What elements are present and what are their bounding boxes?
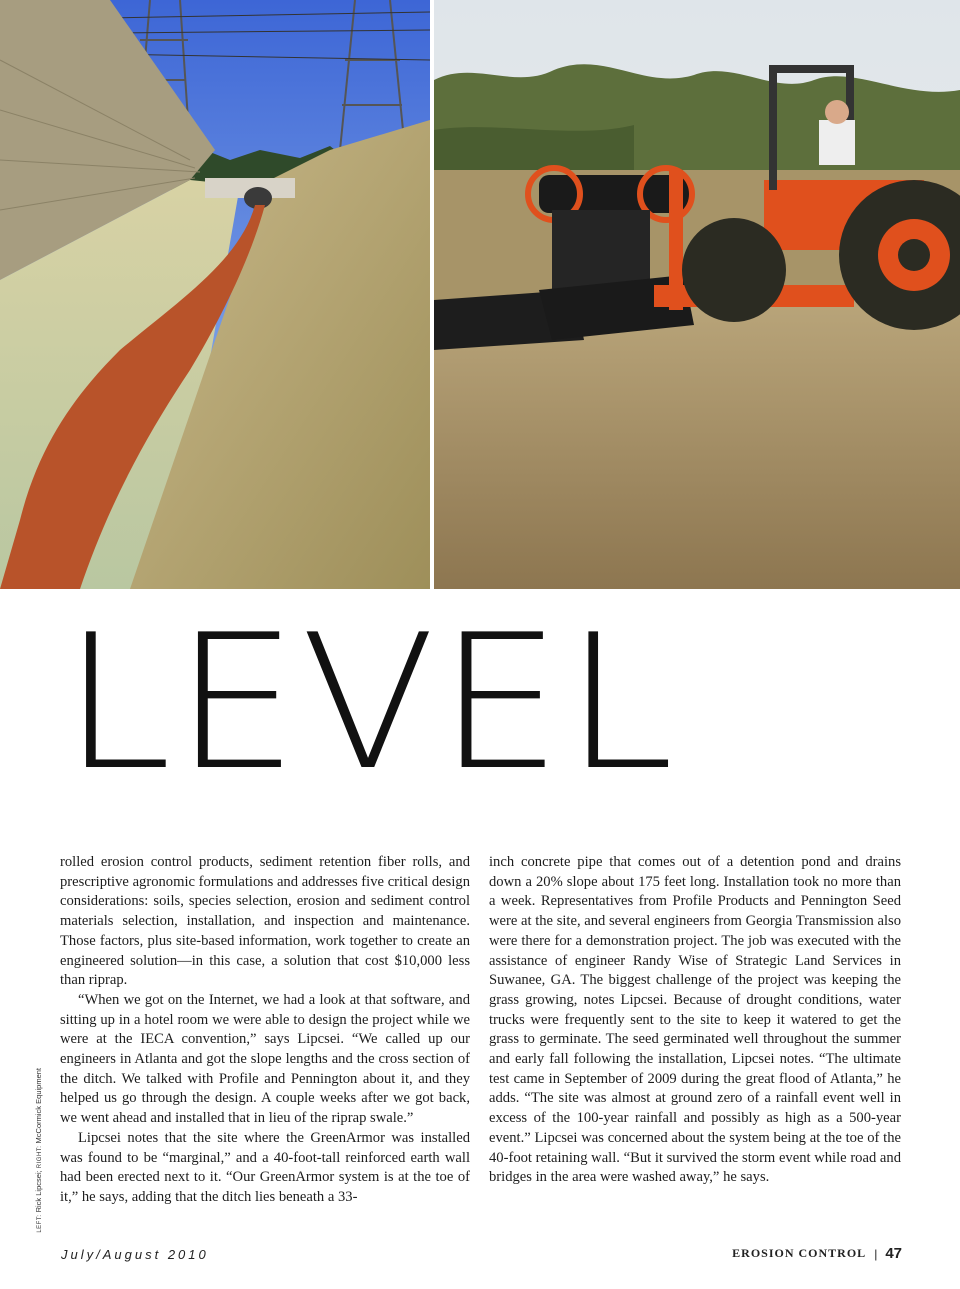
photo-credit xyxy=(34,1068,43,1233)
credit-right-key: RIGHT: xyxy=(37,1145,43,1169)
page-number: 47 xyxy=(885,1245,902,1262)
drainage-ditch-photo xyxy=(0,0,430,589)
magazine-name: EROSION CONTROL xyxy=(732,1246,867,1260)
article-column-right xyxy=(489,853,901,1188)
tractor-silt-fence-photo xyxy=(434,0,960,589)
paragraph: Lipcsei notes that the site where the GreenArmor was installed was found to be “marginal,” and a 40-foot-tall reinforced earth wall had been erected next to it. “Our GreenArmor system is at the toe of it,” he says, adding that the ditch lies beneath a 33- xyxy=(60,1129,470,1205)
article-headline: LEVEL xyxy=(62,594,677,811)
credit-left-key: LEFT: xyxy=(37,1214,43,1233)
credit-right-name: McCormick Equipment xyxy=(34,1068,43,1144)
tractor-illustration xyxy=(434,0,960,589)
paragraph: inch concrete pipe that comes out of a detention pond and drains down a 20% slope about 175 feet long. Installation took no more than a week. Representatives from Profile Products and Pennington Seed were at the site, and several engineers from Georgia Transmission also were there for a demonstration project. The job was executed with the assistance of engineer Randy Wise of Strategic Land Services in Suwanee, GA. The biggest challenge of the project was keeping the grass growing, notes Lipcsei. Because of drought conditions, water trucks were frequently sent to the site to keep it watered to get the grass to germinate. The seed germinated well throughout the summer and early fall following the installation, Lipcsei notes. “The ultimate test came in September of 2009 during the great flood of Atlanta,” he adds. “The site was almost at ground zero of a rainfall event well in excess of the 100-year rainfall and possibly as high as a 500-year event.” Lipcsei was concerned about the system being at the toe of the 40-foot retaining wall. “But it survived the storm event while road and bridges in the area were washed away,” he says. xyxy=(489,854,901,1186)
footer-separator: | xyxy=(874,1246,878,1261)
page-footer xyxy=(732,1245,902,1262)
article-column-left xyxy=(60,853,470,1208)
paragraph: “When we got on the Internet, we had a look at that software, and sitting up in a hotel room we were able to design the project while we were at the IECA convention,” says Lipcsei. “We called up our engineers in Atlanta and got the slope lengths and the cross section of the ditch. We talked with Profile and Pennington about it, and they helped us go through the design. A couple weeks after we got back, we went ahead and installed that in lieu of the riprap swale.” xyxy=(60,991,470,1127)
drainage-ditch-illustration xyxy=(0,0,430,589)
paragraph: rolled erosion control products, sediment retention fiber rolls, and prescriptive agronomic formulations and addresses five critical design considerations: soils, species selection, erosion and sediment control materials selection, installation, and inspection and maintenance. Those factors, plus site-based information, work together to create an engineered solution—in this case, a solution that cost $10,000 less than riprap. xyxy=(60,854,470,989)
credit-left-name: Rick Lipcsei; xyxy=(34,1170,43,1213)
issue-date: July/August 2010 xyxy=(61,1247,209,1262)
